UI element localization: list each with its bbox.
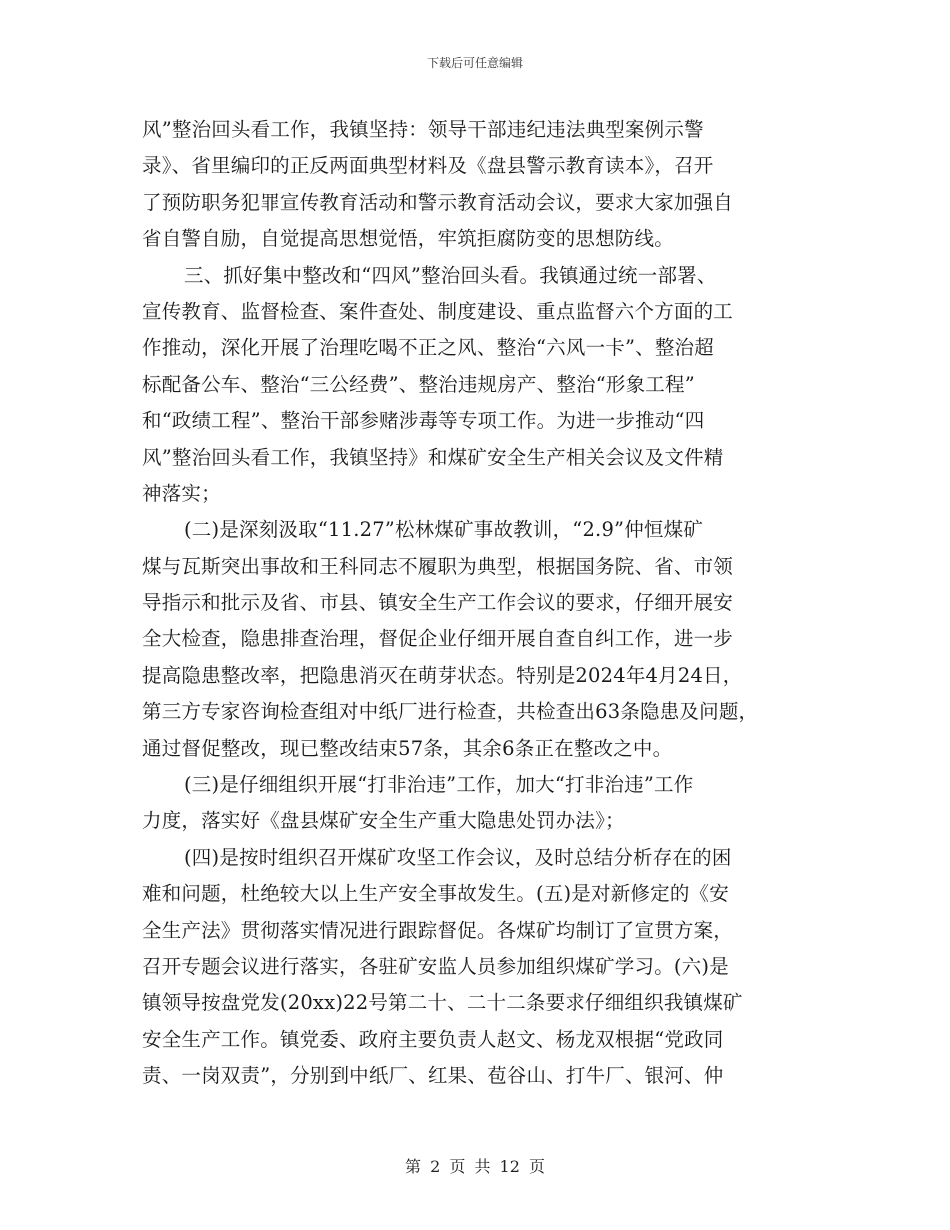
- text-line: 标配备公车、整治“三公经费”、整治违规房产、整治“形象工程”: [142, 372, 695, 396]
- text-line: 第三方专家咨询检查组对中纸厂进行检查，共检查出63条隐患及问题，: [142, 700, 759, 724]
- document-body: [142, 112, 814, 1095]
- text-line: 和“政绩工程”、整治干部参赌涉毒等专项工作。为进一步推动“四: [142, 409, 705, 433]
- text-line: 提高隐患整改率，把隐患消灭在萌芽状态。特别是2024年4月24日，: [142, 663, 743, 687]
- page-header: 下载后可任意编辑: [426, 56, 523, 70]
- paragraph-first-line: (二)是深刻汲取“11.27”松林煤矿事故教训，“2.9”仲恒煤矿: [184, 518, 704, 542]
- text-line: 风”整治回头看工作，我镇坚持》和煤矿安全生产相关会议及文件精: [142, 445, 724, 469]
- text-line: 全大检查，隐患排查治理，督促企业仔细开展自查自纠工作，进一步: [142, 627, 734, 651]
- text-line: 宣传教育、监督检查、案件查处、制度建设、重点监督六个方面的工: [142, 299, 734, 323]
- text-line: 安全生产工作。镇党委、政府主要负责人赵文、杨龙双根据“党政同: [142, 1027, 724, 1051]
- text-line: 省自警自励，自觉提高思想觉悟，牢筑拒腐防变的思想防线。: [142, 227, 674, 251]
- text-line: 作推动，深化开展了治理吃喝不正之风、整治“六风一卡”、整治超: [142, 336, 714, 360]
- text-line: 召开专题会议进行落实，各驻矿安监人员参加组织煤矿学习。(六)是: [142, 954, 729, 978]
- page-number: 第 2 页 共 12 页: [405, 1157, 545, 1176]
- text-line: 镇领导按盘党发(20xx)22号第二十、二十二条要求仔细组织我镇煤矿: [142, 991, 743, 1015]
- text-line: 录》、省里编印的正反两面典型材料及《盘县警示教育读本》，召开: [142, 154, 714, 178]
- text-line: 难和问题，杜绝较大以上生产安全事故发生。(五)是对新修定的《安: [142, 882, 729, 906]
- text-line: 导指示和批示及省、市县、镇安全生产工作会议的要求，仔细开展安: [142, 591, 734, 615]
- text-line: 了预防职务犯罪宣传教育活动和警示教育活动会议，要求大家加强自: [142, 190, 734, 214]
- text-line: 神落实；: [142, 481, 221, 505]
- paragraph-first-line: (三)是仔细组织开展“打非治违”工作，加大“打非治违”工作: [184, 773, 694, 797]
- text-line: 风”整治回头看工作，我镇坚持：领导干部违纪违法典型案例示警: [142, 118, 704, 141]
- text-line: 力度，落实好《盘县煤矿安全生产重大隐患处罚办法》；: [142, 809, 625, 833]
- paragraph-first-line: (四)是按时组织召开煤矿攻坚工作会议，及时总结分析存在的困: [184, 845, 732, 869]
- text-line: 全生产法》贯彻落实情况进行跟踪督促。各煤矿均制订了宣贯方案，: [142, 918, 734, 942]
- text-line: 责、一岗双责”，分别到中纸厂、红果、苞谷山、打牛厂、银河、仲: [142, 1064, 724, 1088]
- paragraph-first-line: 三、抓好集中整改和“四风”整治回头看。我镇通过统一部署、: [184, 263, 717, 287]
- text-line: 通过督促整改，现已整改结束57条，其余6条正在整改之中。: [142, 736, 673, 760]
- text-line: 煤与瓦斯突出事故和王科同志不履职为典型，根据国务院、省、市领: [142, 554, 734, 578]
